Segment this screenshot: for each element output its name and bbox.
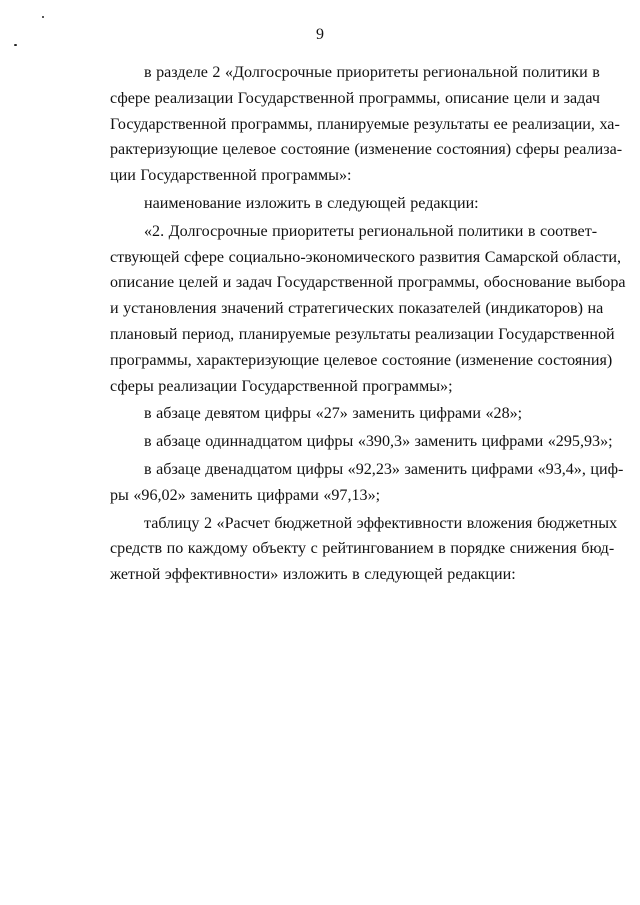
- text-line: «2. Долгосрочные приоритеты региональной политики в соответ-: [144, 222, 598, 240]
- text-line: описание целей и задач Государственной программы, обоснование выбора: [110, 274, 626, 292]
- text-line: программы, характеризующие целевое состояние (изменение состояния): [110, 351, 613, 369]
- paragraph-new-title: [76, 219, 626, 400]
- text-line: наименование изложить в следующей редакции:: [144, 194, 479, 212]
- text-line: Государственной программы, планируемые результаты ее реализации, ха-: [110, 115, 620, 133]
- text-line: в абзаце девятом цифры «27» заменить цифрами «28»;: [144, 405, 523, 423]
- text-line: ры «96,02» заменить цифрами «97,13»;: [110, 486, 381, 504]
- paragraph-amendment-12: [76, 457, 624, 509]
- paragraph-amendment-11: [76, 429, 613, 455]
- scan-artifact-dot: [42, 16, 44, 18]
- text-line: плановый период, планируемые результаты реализации Государственной: [110, 325, 615, 343]
- text-line: ствующей сфере социально-экономического развития Самарской области,: [110, 248, 622, 266]
- text-line: в абзаце одиннадцатом цифры «390,3» заменить цифрами «295,93»;: [144, 433, 613, 451]
- text-line: в разделе 2 «Долгосрочные приоритеты региональной политики в: [144, 64, 600, 81]
- text-line: и установления значений стратегических показателей (индикаторов) на: [110, 300, 604, 318]
- document-body: [76, 60, 626, 588]
- paragraph-section-2-intro: [76, 60, 623, 189]
- paragraph-amendment-9: [76, 401, 562, 427]
- text-line: средств по каждому объекту с рейтингованием в порядке снижения бюд-: [110, 540, 615, 558]
- scan-artifact-dot: [14, 44, 17, 46]
- text-line: сферы реализации Государственной программы»;: [110, 377, 453, 395]
- paragraph-table-2-instruction: [76, 511, 618, 588]
- text-line: жетной эффективности» изложить в следующей редакции:: [110, 566, 516, 584]
- page-number: 9: [316, 26, 324, 43]
- text-line: в абзаце двенадцатом цифры «92,23» заменить цифрами «93,4», циф-: [144, 460, 624, 478]
- text-line: рактеризующие целевое состояние (изменение состояния) сферы реализа-: [110, 141, 623, 159]
- text-line: ции Государственной программы»:: [110, 167, 352, 185]
- paragraph-title-instruction: [76, 191, 562, 217]
- text-line: сфере реализации Государственной программы, описание цели и задач: [110, 89, 600, 107]
- text-line: таблицу 2 «Расчет бюджетной эффективности вложения бюджетных: [144, 514, 618, 532]
